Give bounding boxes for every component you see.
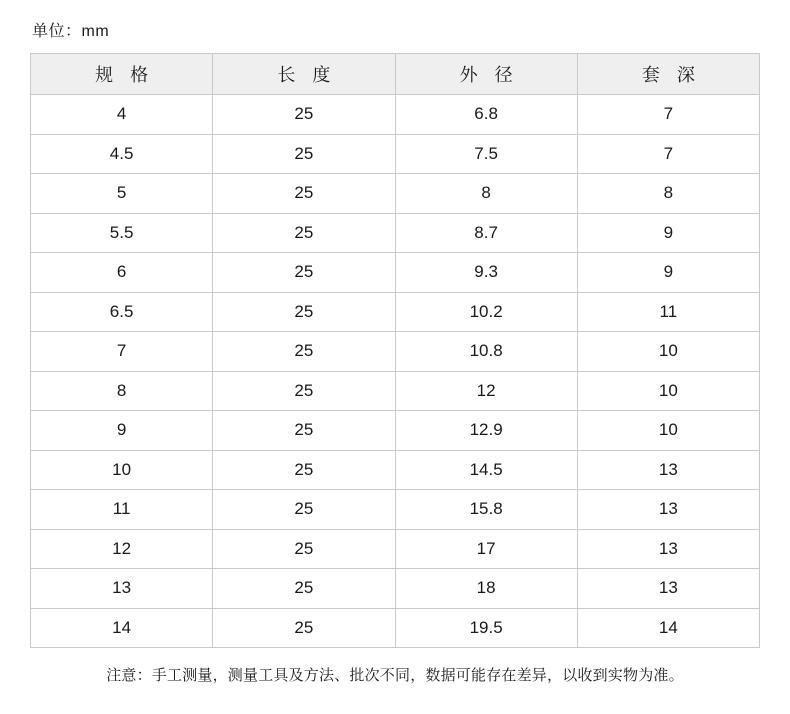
cell-socket-depth: 13 — [577, 529, 759, 569]
specification-table — [30, 53, 760, 648]
table-row — [31, 450, 760, 490]
column-header-outer-diameter: 外 径 — [395, 54, 577, 95]
cell-length: 25 — [213, 134, 395, 174]
table-row — [31, 332, 760, 372]
cell-outer-diameter: 17 — [395, 529, 577, 569]
cell-socket-depth: 7 — [577, 134, 759, 174]
table-row — [31, 608, 760, 648]
cell-outer-diameter: 10.8 — [395, 332, 577, 372]
cell-outer-diameter: 6.8 — [395, 95, 577, 135]
cell-spec: 4 — [31, 95, 213, 135]
table-row — [31, 134, 760, 174]
table-row — [31, 490, 760, 530]
cell-outer-diameter: 10.2 — [395, 292, 577, 332]
cell-socket-depth: 9 — [577, 253, 759, 293]
cell-spec: 8 — [31, 371, 213, 411]
cell-outer-diameter: 15.8 — [395, 490, 577, 530]
table-header-row — [31, 54, 760, 95]
cell-spec: 7 — [31, 332, 213, 372]
cell-outer-diameter: 8.7 — [395, 213, 577, 253]
cell-length: 25 — [213, 213, 395, 253]
cell-spec: 6.5 — [31, 292, 213, 332]
cell-length: 25 — [213, 490, 395, 530]
cell-outer-diameter: 9.3 — [395, 253, 577, 293]
cell-socket-depth: 9 — [577, 213, 759, 253]
cell-spec: 13 — [31, 569, 213, 609]
table-row — [31, 292, 760, 332]
cell-socket-depth: 10 — [577, 371, 759, 411]
cell-length: 25 — [213, 174, 395, 214]
cell-socket-depth: 13 — [577, 450, 759, 490]
cell-length: 25 — [213, 569, 395, 609]
cell-socket-depth: 13 — [577, 569, 759, 609]
cell-length: 25 — [213, 529, 395, 569]
cell-spec: 5 — [31, 174, 213, 214]
cell-outer-diameter: 7.5 — [395, 134, 577, 174]
cell-spec: 5.5 — [31, 213, 213, 253]
cell-length: 25 — [213, 332, 395, 372]
cell-outer-diameter: 8 — [395, 174, 577, 214]
cell-socket-depth: 10 — [577, 332, 759, 372]
cell-outer-diameter: 12.9 — [395, 411, 577, 451]
cell-outer-diameter: 14.5 — [395, 450, 577, 490]
cell-socket-depth: 7 — [577, 95, 759, 135]
table-row — [31, 95, 760, 135]
cell-socket-depth: 8 — [577, 174, 759, 214]
cell-socket-depth: 13 — [577, 490, 759, 530]
cell-spec: 11 — [31, 490, 213, 530]
cell-length: 25 — [213, 292, 395, 332]
cell-socket-depth: 11 — [577, 292, 759, 332]
cell-length: 25 — [213, 450, 395, 490]
table-row — [31, 174, 760, 214]
unit-label: 单位：mm — [32, 23, 110, 40]
cell-spec: 9 — [31, 411, 213, 451]
cell-length: 25 — [213, 411, 395, 451]
cell-socket-depth: 14 — [577, 608, 759, 648]
cell-spec: 12 — [31, 529, 213, 569]
cell-spec: 6 — [31, 253, 213, 293]
cell-length: 25 — [213, 371, 395, 411]
cell-spec: 14 — [31, 608, 213, 648]
table-row — [31, 529, 760, 569]
table-row — [31, 569, 760, 609]
cell-spec: 4.5 — [31, 134, 213, 174]
table-row — [31, 213, 760, 253]
table-row — [31, 371, 760, 411]
table-row — [31, 253, 760, 293]
column-header-spec: 规 格 — [31, 54, 213, 95]
cell-length: 25 — [213, 95, 395, 135]
cell-outer-diameter: 18 — [395, 569, 577, 609]
column-header-socket-depth: 套 深 — [577, 54, 759, 95]
cell-length: 25 — [213, 253, 395, 293]
cell-length: 25 — [213, 608, 395, 648]
cell-socket-depth: 10 — [577, 411, 759, 451]
table-row — [31, 411, 760, 451]
table-body — [31, 95, 760, 648]
cell-outer-diameter: 19.5 — [395, 608, 577, 648]
note-text: 注意：手工测量，测量工具及方法、批次不同，数据可能存在差异，以收到实物为准。 — [106, 667, 684, 684]
table-header — [31, 54, 760, 95]
column-header-length: 长 度 — [213, 54, 395, 95]
cell-outer-diameter: 12 — [395, 371, 577, 411]
cell-spec: 10 — [31, 450, 213, 490]
